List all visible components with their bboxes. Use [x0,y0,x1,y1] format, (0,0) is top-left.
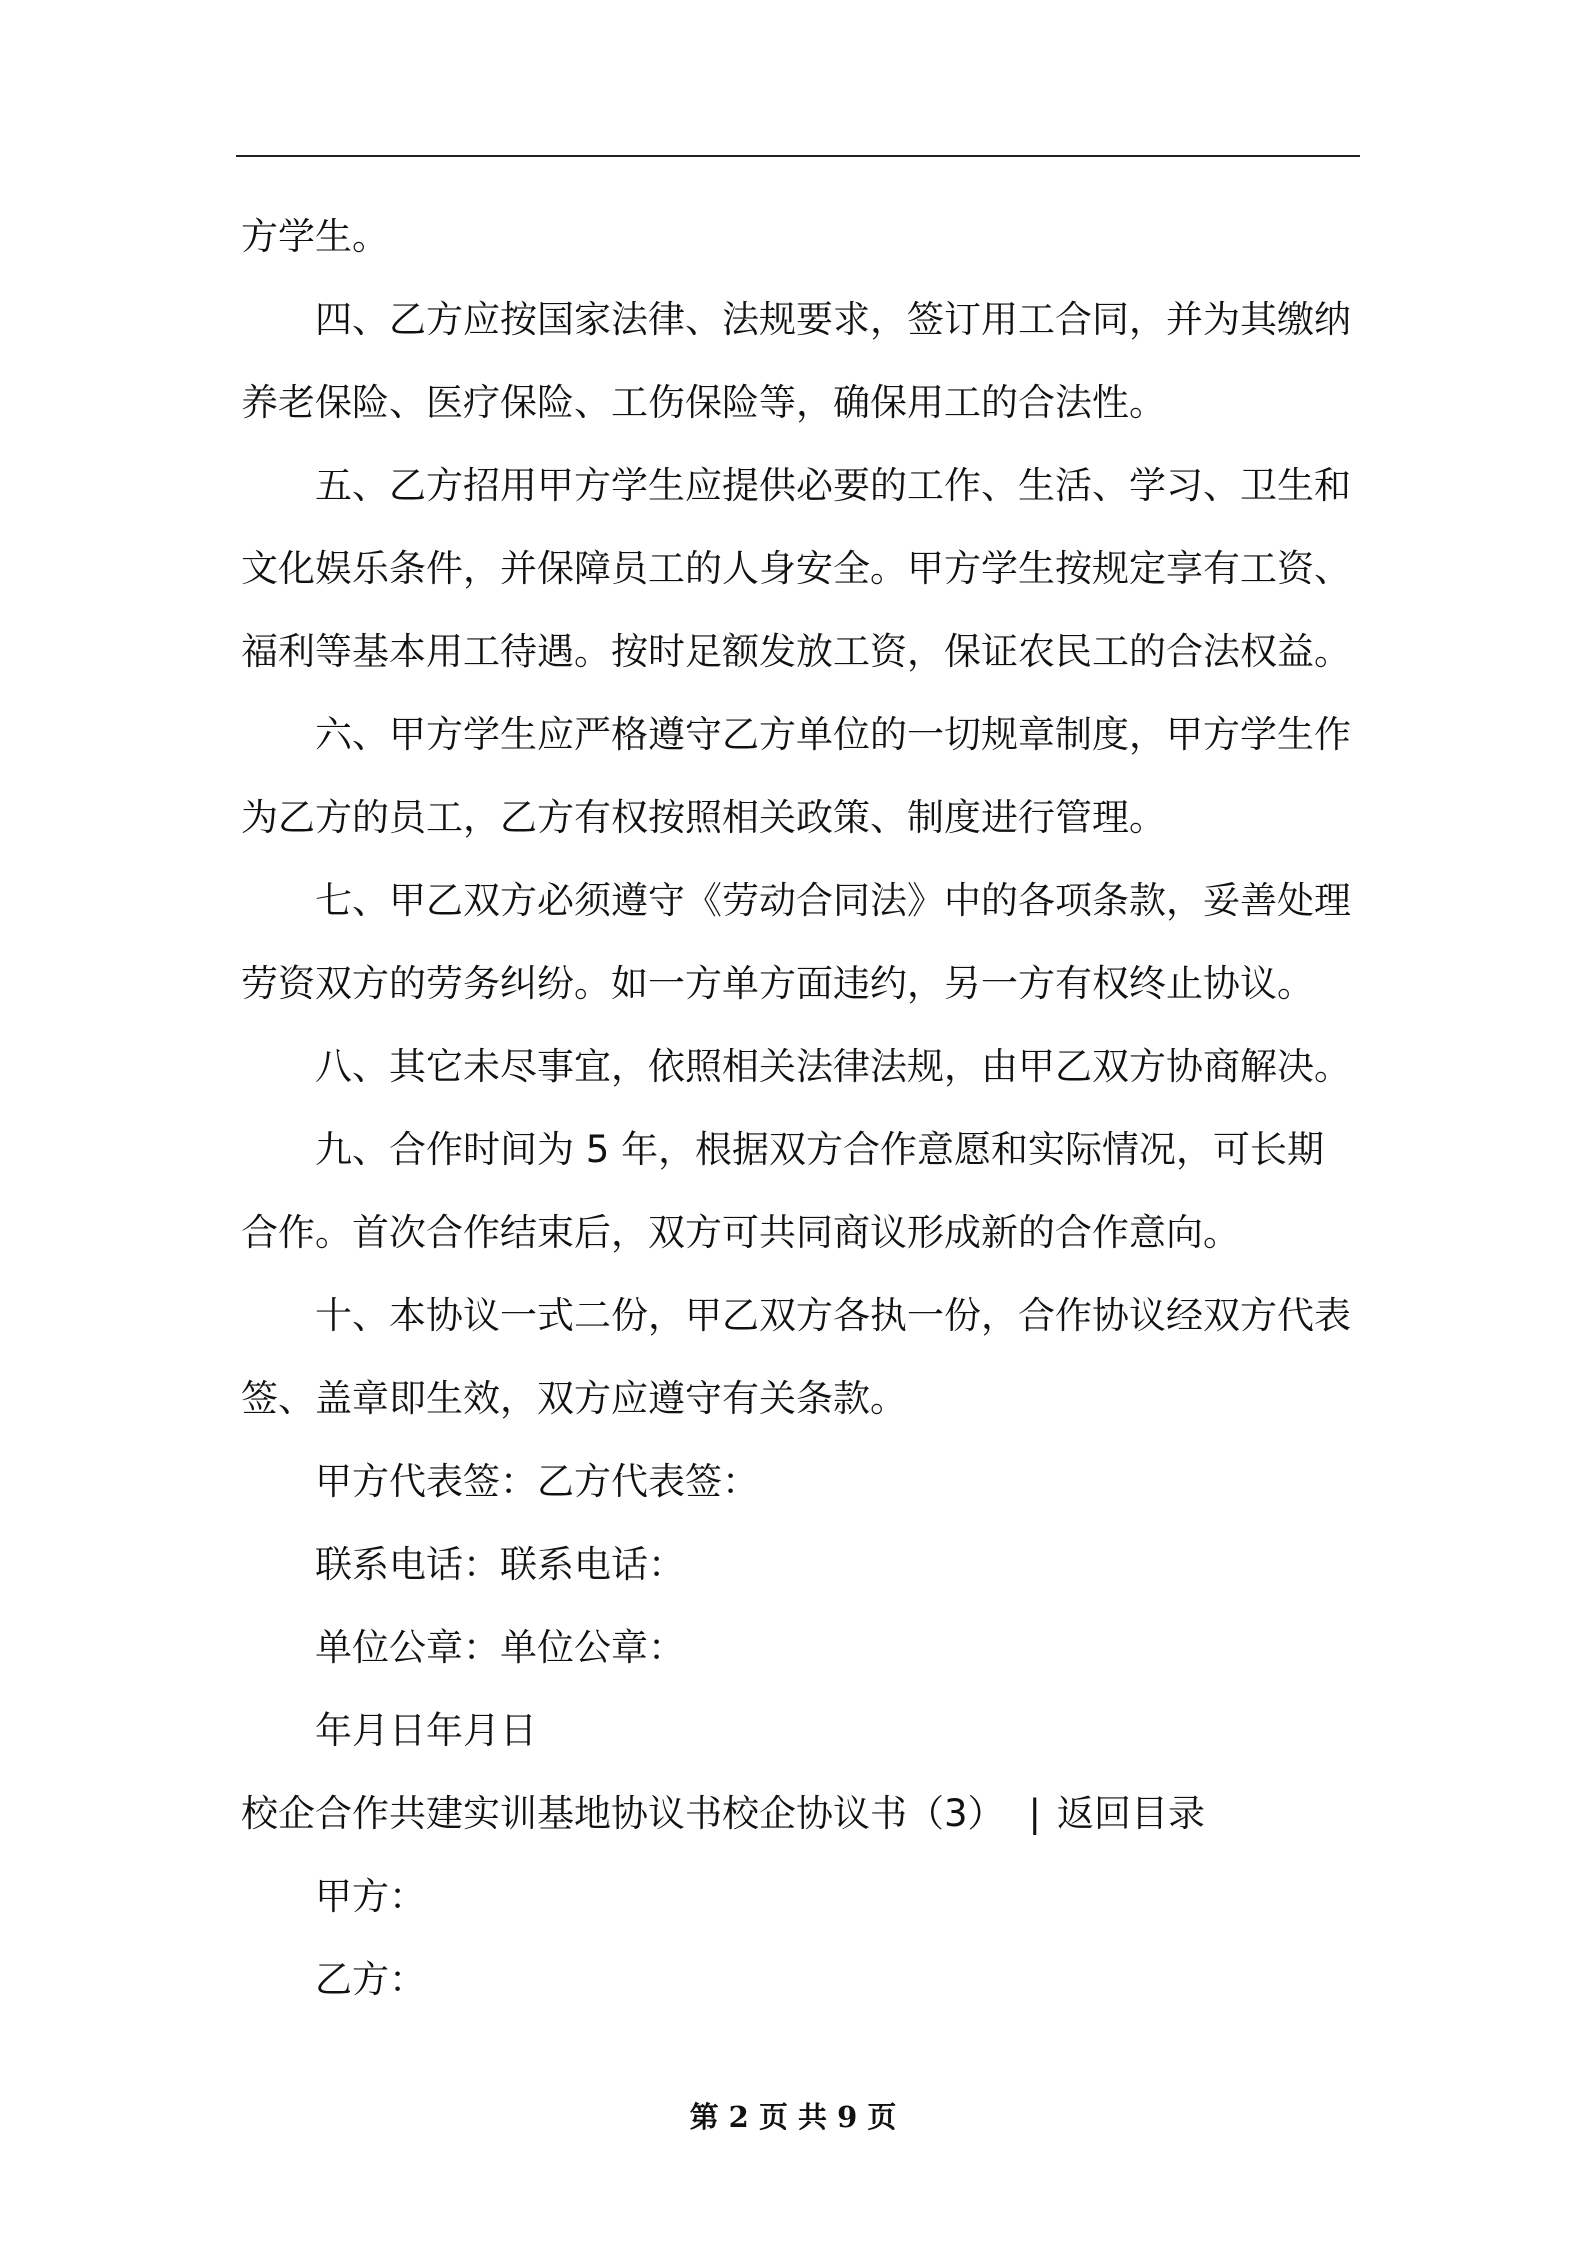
paragraph-continuation: 方学生。 [241,215,389,258]
next-section-title: 校企合作共建实训基地协议书校企协议书（3） [241,1792,1005,1835]
document-body [241,195,1361,2021]
header-rule [236,155,1360,157]
back-to-toc-link[interactable]: 返回目录 [1057,1792,1206,1835]
signature-phone: 联系电话：联系电话： [315,1543,685,1586]
party-b-label: 乙方： [315,1958,426,2001]
party-a-label: 甲方： [315,1875,426,1918]
clause-9: 九、合作时间为 5 年，根据双方合作意愿和实际情况，可长期合作。首次合作结束后，双方可共同商议形成新的合作意向。 [241,1128,1325,1254]
signature-date: 年月日年月日 [315,1709,537,1752]
clause-7: 七、甲乙双方必须遵守《劳动合同法》中的各项条款，妥善处理劳资双方的劳务纠纷。如一方单方面违约，另一方有权终止协议。 [241,879,1351,1005]
clause-5: 五、乙方招用甲方学生应提供必要的工作、生活、学习、卫生和文化娱乐条件，并保障员工的人身安全。甲方学生按规定享有工资、福利等基本用工待遇。按时足额发放工资，保证农民工的合法权益。 [241,464,1351,673]
clause-6: 六、甲方学生应严格遵守乙方单位的一切规章制度，甲方学生作为乙方的员工，乙方有权按照相关政策、制度进行管理。 [241,713,1351,839]
clause-8: 八、其它未尽事宜，依照相关法律法规，由甲乙双方协商解决。 [315,1045,1351,1088]
clause-10: 十、本协议一式二份，甲乙双方各执一份，合作协议经双方代表签、盖章即生效，双方应遵守有关条款。 [241,1294,1351,1420]
next-section-heading [241,1772,1361,1855]
signature-seal: 单位公章：单位公章： [315,1626,685,1669]
section-separator: | [1028,1792,1042,1835]
signature-representatives: 甲方代表签：乙方代表签： [315,1460,759,1503]
page-number: 第 2 页 共 9 页 [689,2100,897,2134]
clause-4: 四、乙方应按国家法律、法规要求，签订用工合同，并为其缴纳养老保险、医疗保险、工伤保险等，确保用工的合法性。 [241,298,1351,424]
